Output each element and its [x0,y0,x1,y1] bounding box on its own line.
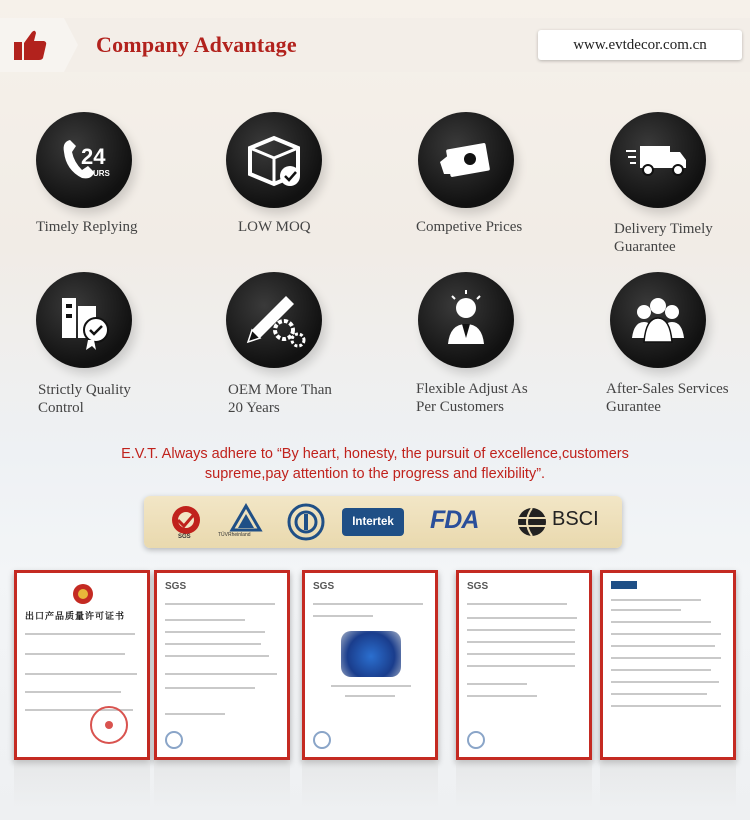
certificates-gallery [0,560,750,820]
certification-logos-bar [144,496,622,548]
tuv-logo-label: TÜVRheinland [218,532,251,538]
feature-label-after-sales: After-Sales Services Gurantee [606,381,729,415]
product-photo [341,631,401,677]
intertek-mini-logo [611,581,637,589]
certificate-reflection [456,760,592,810]
feature-label-oem: OEM More Than 20 Years [228,382,332,416]
feature-label-timely-replying: Timely Replying [36,219,138,235]
feature-label-delivery: Delivery Timely Guarantee [614,221,713,255]
quality-badge-icon [36,272,132,368]
certificate-sgs-1[interactable] [154,570,290,760]
team-icon [610,272,706,368]
certificate-intertek[interactable] [600,570,736,760]
pencil-gears-icon [226,272,322,368]
fda-logo: FDA [430,506,479,534]
bsci-globe-icon [514,502,550,542]
24-hours-phone-icon [36,112,132,208]
feature-label-low-moq: LOW MOQ [238,219,311,235]
money-hand-icon [418,112,514,208]
sgs-header: SGS [467,581,489,592]
sgs-header: SGS [313,581,335,592]
motto-line-2: supreme,pay attention to the progress and flexibility”. [204,466,546,482]
certificate-seal-icon [313,731,331,749]
certificate-cn-title: 出口产品质量许可证书 [25,612,126,622]
national-emblem-icon [69,583,97,605]
intertek-logo: Intertek [342,508,404,536]
website-url[interactable]: www.evtdecor.com.cn [538,30,742,60]
red-seal-icon [87,703,131,747]
certificate-reflection [302,760,438,810]
feature-label-flexible: Flexible Adjust As Per Customers [416,381,528,415]
company-motto [60,444,690,484]
svg-text:24: 24 [81,144,106,169]
certificate-sgs-3[interactable] [456,570,592,760]
svg-text:HOURS: HOURS [81,169,110,178]
certificate-seal-icon [165,731,183,749]
delivery-truck-icon [610,112,706,208]
feature-label-quality-control: Strictly Quality Control [38,382,131,416]
certificate-export-license[interactable] [14,570,150,760]
iq-cert-logo-icon [286,502,326,542]
sgs-header: SGS [165,581,187,592]
box-check-icon [226,112,322,208]
section-header [0,18,750,72]
header-arrow [64,18,78,72]
certificate-seal-icon [467,731,485,749]
header-icon-block [0,18,64,72]
idea-person-icon [418,272,514,368]
feature-label-competive-prices: Competive Prices [416,219,523,235]
section-title: Company Advantage [96,32,297,57]
sgs-logo-label: SGS [178,534,191,540]
certificate-sgs-2[interactable] [302,570,438,760]
motto-line-1: E.V.T. Always adhere to “By heart, honesty, the pursuit of excellence,customers [121,446,629,462]
certificate-reflection [154,760,290,810]
bsci-logo: BSCI [552,508,599,530]
certificate-reflection [14,760,150,810]
thumbs-up-icon [12,28,48,62]
certificate-reflection [600,760,736,810]
